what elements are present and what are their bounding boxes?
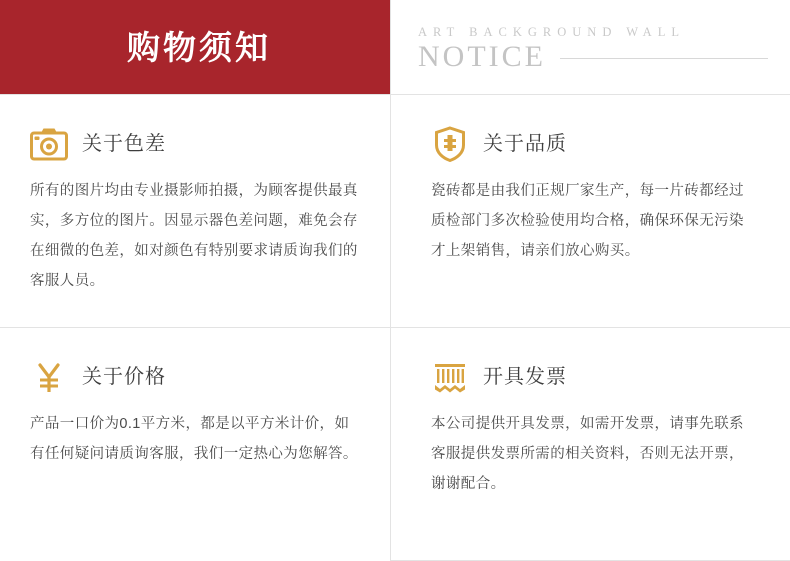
camera-icon <box>30 125 68 163</box>
notice-item-body: 本公司提供开具发票，如需开发票，请事先联系客服提供发票所需的相关资料，否则无法开票，谢谢配合。 <box>431 416 744 492</box>
shield-quality-icon <box>431 125 469 163</box>
notice-item-body: 产品一口价为0.1平方米，都是以平方米计价，如有任何疑问请质询客服，我们一定热心为您解答。 <box>30 416 358 462</box>
header-english-block <box>390 0 790 94</box>
header-vertical-divider <box>390 0 391 94</box>
notice-item-header <box>431 122 754 166</box>
notice-item-title: 关于品质 <box>483 133 567 155</box>
notice-item-title: 关于价格 <box>82 366 166 388</box>
notice-item-quality <box>395 94 790 327</box>
yuan-price-icon <box>30 358 68 396</box>
notice-item-color <box>0 94 395 327</box>
notice-item-header <box>30 122 359 166</box>
header-notice-en: NOTICE <box>418 39 546 73</box>
invoice-icon <box>431 358 469 396</box>
page-title: 购物须知 <box>127 28 271 66</box>
header-notice-row <box>418 39 790 73</box>
notice-grid <box>0 94 790 560</box>
header-rule-line <box>560 58 768 59</box>
grid-horizontal-divider <box>0 327 790 328</box>
notice-item-title: 开具发票 <box>483 366 567 388</box>
page-header <box>0 0 790 94</box>
notice-item-price <box>0 327 395 560</box>
notice-item-body: 瓷砖都是由我们正规厂家生产，每一片砖都经过质检部门多次检验使用均合格，确保环保无污染才上架销售，请亲们放心购买。 <box>431 183 744 259</box>
notice-item-header <box>30 355 359 399</box>
notice-item-invoice <box>395 327 790 560</box>
notice-item-header <box>431 355 754 399</box>
header-subtitle-en: ART BACKGROUND WALL <box>418 24 685 39</box>
header-title-banner <box>0 0 390 94</box>
notice-item-title: 关于色差 <box>82 133 166 155</box>
notice-item-body: 所有的图片均由专业摄影师拍摄，为顾客提供最真实，多方位的图片。因显示器色差问题，难免会存在细微的色差，如对颜色有特别要求请质询我们的客服人员。 <box>30 183 358 289</box>
